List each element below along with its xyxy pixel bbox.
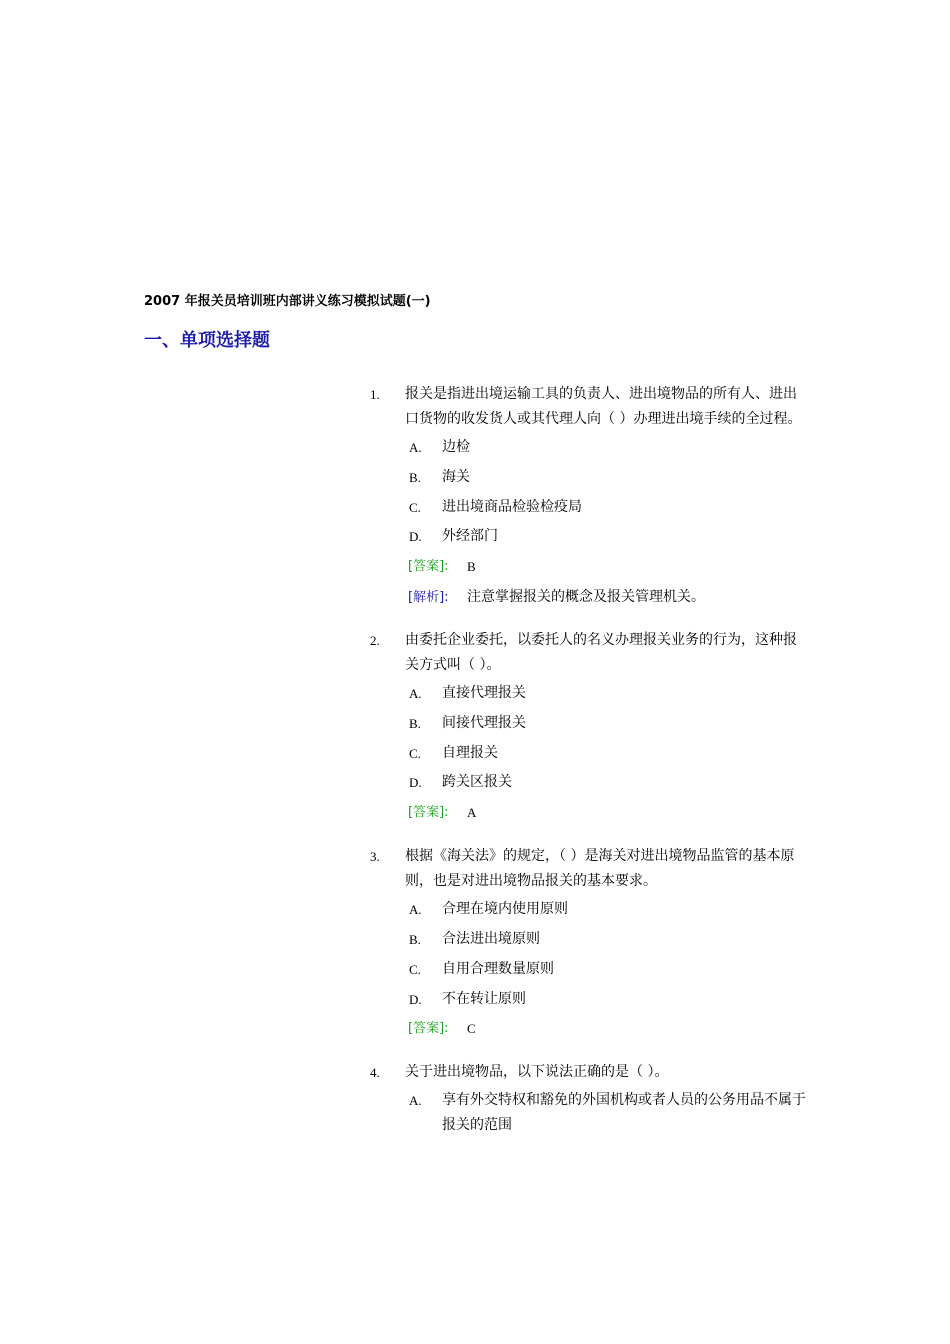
answer-label: [答案]:: [408, 1021, 449, 1037]
option-item: [370, 1088, 810, 1138]
option-item: [370, 524, 810, 549]
question-number: 2.: [370, 632, 380, 648]
option-item: [370, 435, 810, 460]
answer-label: [答案]:: [408, 559, 449, 575]
option-letter: A.: [409, 1093, 422, 1109]
answer-label: [答案]:: [408, 805, 449, 821]
question-text: 由委托企业委托，以委托人的名义办理报关业务的行为，这种报关方式叫（ ）。: [405, 631, 797, 673]
option-letter: A.: [409, 685, 422, 701]
option-letter: D.: [409, 529, 422, 545]
question-item: [370, 382, 810, 610]
question-stem: [370, 628, 810, 678]
analysis-row: [370, 585, 810, 610]
option-item: [370, 495, 810, 520]
option-letter: A.: [409, 440, 422, 455]
option-letter: D.: [409, 991, 422, 1007]
option-text: 享有外交特权和豁免的外国机构或者人员的公务用品不属于报关的范围: [442, 1092, 806, 1134]
analysis-text: 注意掌握报关的概念及报关管理机关。: [467, 588, 705, 605]
question-item: [370, 844, 810, 1042]
option-text: 不在转让原则: [442, 990, 526, 1007]
question-number: 1.: [370, 387, 380, 402]
question-item: [370, 1060, 810, 1138]
question-stem: [370, 844, 810, 894]
question-stem: [370, 1060, 810, 1085]
question-text: 根据《海关法》的规定，（ ）是海关对进出境物品监管的基本原则，也是对进出境物品报关的基本要求。: [405, 848, 795, 890]
option-text: 外经部门: [442, 528, 498, 545]
question-text: 关于进出境物品，以下说法正确的是（ ）。: [405, 1064, 669, 1081]
option-letter: B.: [409, 715, 421, 731]
option-letter: D.: [409, 775, 422, 791]
option-item: [370, 681, 810, 706]
option-text: 自理报关: [442, 744, 498, 761]
answer-row: [370, 1016, 810, 1042]
answer-value: C: [467, 1021, 476, 1037]
question-list: [370, 382, 810, 1156]
option-text: 合理在境内使用原则: [442, 901, 568, 918]
option-item: [370, 770, 810, 795]
option-text: 合法进出境原则: [442, 930, 540, 947]
analysis-label: [解析]:: [408, 589, 449, 605]
question-number: 3.: [370, 849, 380, 865]
option-letter: B.: [409, 469, 421, 485]
answer-value: A: [467, 805, 477, 821]
question-text: 报关是指进出境运输工具的负责人、进出境物品的所有人、进出口货物的收发货人或其代理人向（ ）办理进出境手续的全过程。: [405, 386, 802, 427]
option-text: 直接代理报关: [442, 684, 526, 701]
document-title: 2007 年报关员培训班内部讲义练习模拟试题(一): [144, 294, 431, 309]
option-text: 海关: [442, 468, 470, 485]
answer-row: [370, 554, 810, 580]
option-letter: C.: [409, 961, 421, 977]
option-text: 间接代理报关: [442, 714, 526, 731]
answer-value: B: [467, 559, 476, 575]
option-item: [370, 957, 810, 982]
answer-row: [370, 800, 810, 826]
option-item: [370, 897, 810, 922]
option-item: [370, 741, 810, 766]
question-number: 4.: [370, 1065, 380, 1081]
option-letter: A.: [409, 902, 422, 918]
option-letter: B.: [409, 931, 421, 947]
option-item: [370, 927, 810, 952]
option-letter: C.: [409, 745, 421, 761]
option-text: 自用合理数量原则: [442, 960, 554, 977]
option-letter: C.: [409, 499, 421, 515]
question-stem: [370, 382, 810, 432]
question-item: [370, 628, 810, 826]
option-item: [370, 711, 810, 736]
option-item: [370, 465, 810, 490]
option-item: [370, 987, 810, 1012]
option-text: 进出境商品检验检疫局: [442, 498, 582, 515]
option-text: 跨关区报关: [442, 774, 512, 791]
option-text: 边检: [442, 439, 470, 455]
section-heading: 一、单项选择题: [144, 330, 270, 351]
